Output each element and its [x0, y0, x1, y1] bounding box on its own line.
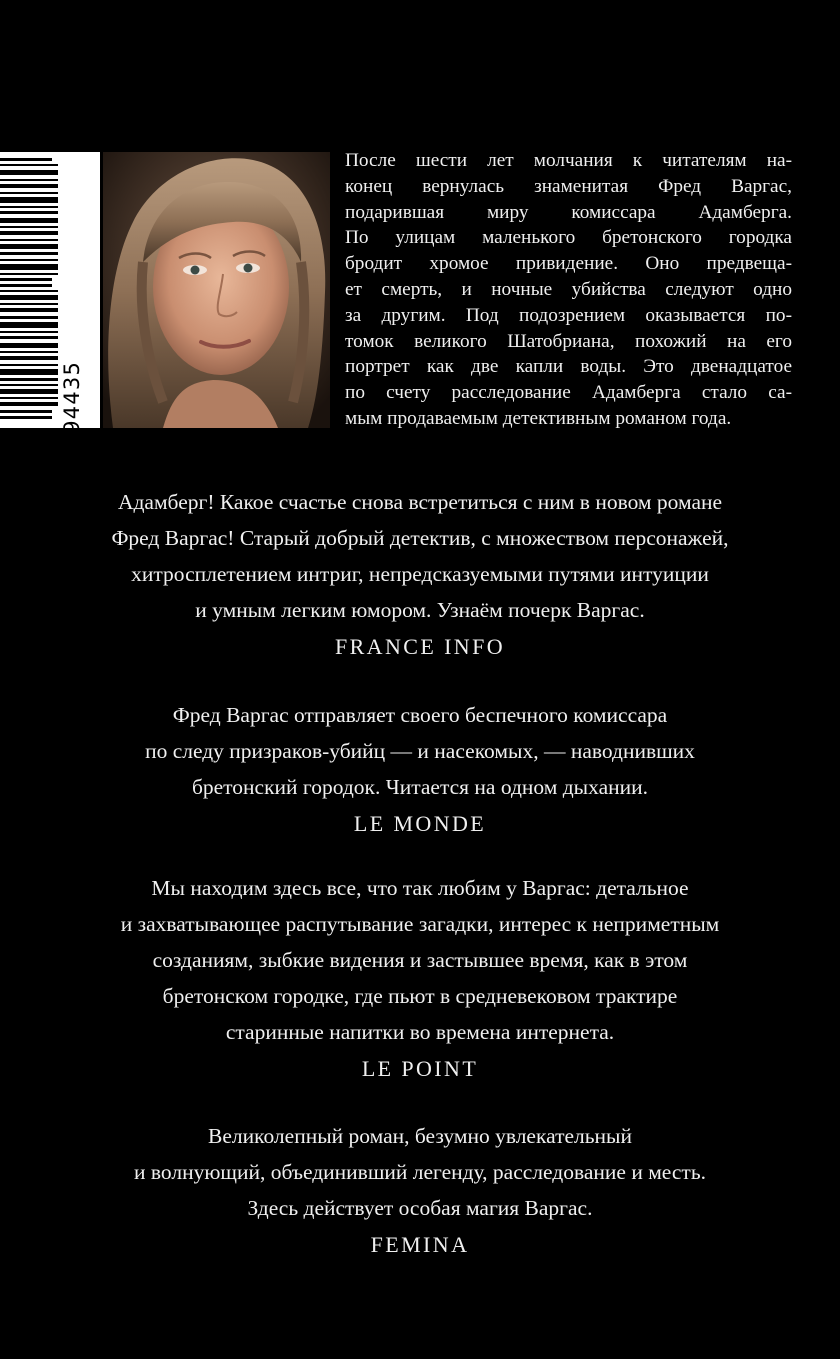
isbn-digits: 9 785171 594435 [60, 360, 84, 566]
review-source: LE POINT [361, 1056, 479, 1081]
annotation-line: После шести лет молчания к читателям на- [345, 150, 792, 171]
review-line: и волнующий, объединивший легенду, расследование и месть. [133, 1160, 707, 1184]
annotation-line: подарившая миру комиссара Адамберга. [345, 201, 792, 223]
review-femina [60, 1118, 780, 1258]
annotation-line: мым продаваемым детективным романом года. [345, 407, 732, 429]
annotation-line: томок великого Шатобриана, похожий на его [345, 330, 792, 352]
review-france-info [60, 484, 780, 660]
barcode-bars [0, 152, 100, 428]
annotation-line: портрет как две капли воды. Это двенадцатое [345, 356, 792, 378]
review-le-point [60, 870, 780, 1082]
review-line: старинные напитки во времена интернета. [225, 1020, 615, 1044]
isbn-barcode [0, 152, 100, 566]
review-source: FRANCE INFO [334, 634, 506, 659]
annotation-line: по счету расследование Адамберга стало са- [345, 382, 792, 404]
review-line: Мы находим здесь все, что так любим у Варгас: детальное [151, 876, 689, 900]
review-line: Великолепный роман, безумно увлекательный [207, 1124, 633, 1148]
review-line: Здесь действует особая магия Варгас. [247, 1196, 593, 1220]
annotation-line: конец вернулась знаменитая Фред Варгас, [345, 175, 792, 197]
review-line: хитросплетением интриг, непредсказуемыми путями интуиции [131, 562, 709, 586]
review-source: LE MONDE [353, 811, 487, 836]
review-line: Адамберг! Какое счастье снова встретиться с ним в новом романе [117, 490, 723, 514]
review-line: Фред Варгас отправляет своего беспечного комиссара [172, 703, 668, 727]
annotation-line: По улицам маленького бретонского городка [345, 227, 792, 249]
review-line: Фред Варгас! Старый добрый детектив, с множеством персонажей, [111, 526, 729, 550]
review-line: созданиям, зыбкие видения и застывшее время, как в этом [152, 948, 688, 972]
book-annotation [345, 148, 792, 432]
review-line: по следу призраков-убийц — и насекомых, — наводнивших [145, 739, 695, 763]
annotation-line: ет смерть, и ночные убийства следуют одно [345, 278, 792, 300]
annotation-line: бродит хромое привидение. Оно предвеща- [345, 253, 792, 275]
review-le-monde [60, 697, 780, 837]
review-line: бретонском городке, где пьют в средневековом трактире [162, 984, 678, 1008]
author-photo [103, 152, 330, 428]
review-line: и захватывающее распутывание загадки, интерес к неприметным [120, 912, 720, 936]
review-source: FEMINA [370, 1232, 470, 1257]
review-line: бретонский городок. Читается на одном дыхании. [191, 775, 649, 799]
review-line: и умным легким юмором. Узнаём почерк Варгас. [195, 598, 645, 622]
annotation-line: за другим. Под подозрением оказывается по- [345, 304, 792, 326]
